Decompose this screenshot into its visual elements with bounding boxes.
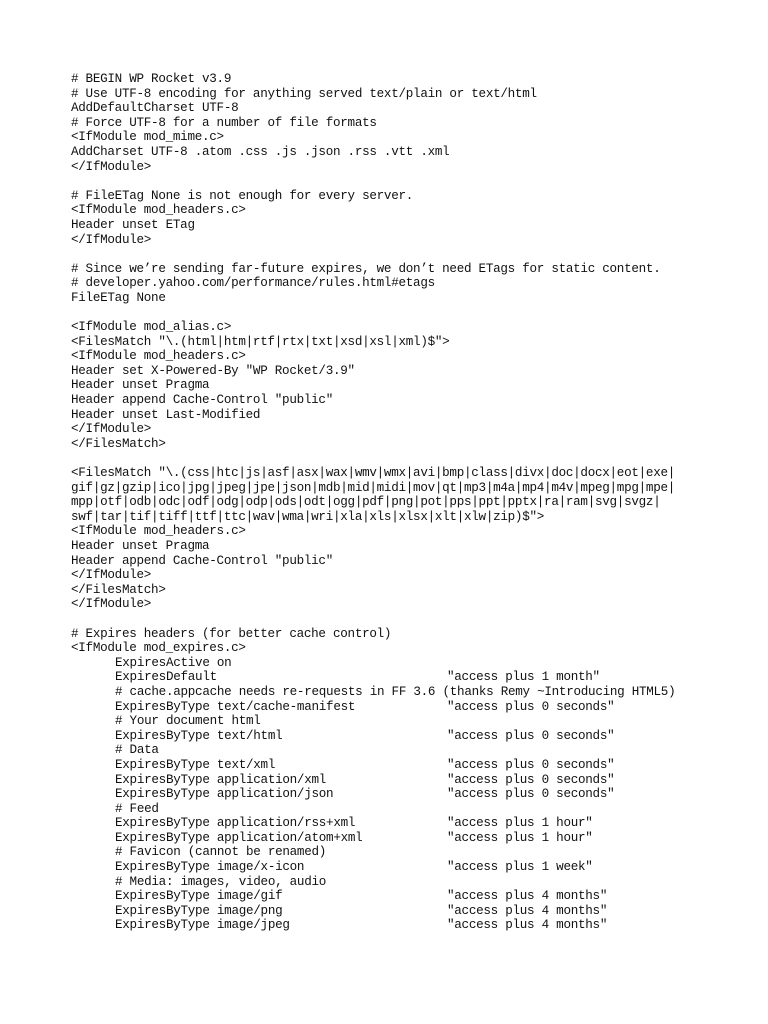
expires-line (71, 787, 761, 802)
code-line: Header append Cache-Control "public" (71, 553, 333, 568)
expires-line (71, 743, 761, 758)
expires-directive: # Data (115, 743, 159, 758)
expires-directive: ExpiresDefault (115, 670, 217, 685)
expires-directive: ExpiresByType application/xml (115, 772, 327, 787)
expires-value: "access plus 0 seconds" (447, 757, 615, 772)
code-line: <IfModule mod_alias.c> (71, 320, 232, 335)
code-line: AddCharset UTF-8 .atom .css .js .json .rss .vtt .xml (71, 144, 450, 159)
expires-directive: # Feed (115, 801, 159, 816)
expires-line (71, 714, 761, 729)
code-line: # developer.yahoo.com/performance/rules.html#etags (71, 276, 435, 291)
code-line: <IfModule mod_mime.c> (71, 130, 224, 145)
expires-directive: ExpiresByType text/cache-manifest (115, 699, 356, 714)
expires-directive: ExpiresByType application/atom+xml (115, 830, 363, 845)
expires-value: "access plus 0 seconds" (447, 728, 615, 743)
code-line: <FilesMatch "\.(html|htm|rtf|rtx|txt|xsd|xsl|xml)$"> (71, 334, 450, 349)
code-line: # Force UTF-8 for a number of file formats (71, 115, 377, 130)
expires-line (71, 860, 761, 875)
code-line: </IfModule> (71, 422, 152, 437)
config-block (71, 262, 761, 306)
expires-value: "access plus 4 months" (447, 889, 608, 904)
expires-value: "access plus 4 months" (447, 903, 608, 918)
expires-line (71, 816, 761, 831)
expires-directive: # cache.appcache needs re-requests in FF 3.6 (thanks Remy ~Introducing HTML5) (115, 684, 676, 699)
code-line: AddDefaultCharset UTF-8 (71, 101, 239, 116)
expires-value: "access plus 1 week" (447, 860, 593, 875)
expires-line (71, 845, 761, 860)
expires-line (71, 773, 761, 788)
code-line: </IfModule> (71, 232, 152, 247)
expires-directive: ExpiresByType image/gif (115, 889, 283, 904)
expires-value: "access plus 1 hour" (447, 816, 593, 831)
expires-directive: ExpiresByType image/jpeg (115, 918, 290, 933)
code-line: # Since we’re sending far-future expires, we don’t need ETags for static content. (71, 261, 661, 276)
expires-value: "access plus 1 hour" (447, 830, 593, 845)
expires-line (71, 670, 761, 685)
expires-line (71, 875, 761, 890)
expires-directive: ExpiresByType application/rss+xml (115, 816, 356, 831)
code-line: mpp|otf|odb|odc|odf|odg|odp|ods|odt|ogg|pdf|png|pot|pps|ppt|pptx|ra|ram|svg|svgz| (71, 495, 661, 510)
expires-comment: # Expires headers (for better cache control) (71, 626, 392, 641)
code-line: <FilesMatch "\.(css|htc|js|asf|asx|wax|wmv|wmx|avi|bmp|class|divx|doc|docx|eot|exe| (71, 466, 676, 481)
config-block (71, 72, 761, 174)
code-line: FileETag None (71, 290, 166, 305)
config-block (71, 189, 761, 247)
expires-value: "access plus 1 month" (447, 670, 600, 685)
code-line: </FilesMatch> (71, 436, 166, 451)
expires-line (71, 700, 761, 715)
code-line: </IfModule> (71, 568, 152, 583)
code-line: # Use UTF-8 encoding for anything served text/plain or text/html (71, 86, 537, 101)
expires-line (71, 918, 761, 933)
expires-line (71, 656, 761, 671)
code-line: Header unset Pragma (71, 539, 210, 553)
config-block (71, 320, 761, 451)
code-line: Header unset ETag (71, 217, 195, 232)
htaccess-document (71, 72, 761, 933)
expires-value: "access plus 0 seconds" (447, 787, 615, 802)
code-line: </FilesMatch> (71, 582, 166, 597)
expires-section (71, 627, 761, 933)
expires-directive: ExpiresByType image/x-icon (115, 860, 305, 875)
expires-line (71, 729, 761, 744)
code-line: Header unset Last-Modified (71, 407, 261, 422)
code-line: </IfModule> (71, 597, 152, 612)
expires-directive: # Favicon (cannot be renamed) (115, 845, 327, 860)
expires-line (71, 889, 761, 904)
expires-line (71, 802, 761, 817)
expires-directive: # Your document html (115, 714, 261, 729)
expires-directive: # Media: images, video, audio (115, 874, 327, 889)
code-line: Header set X-Powered-By "WP Rocket/3.9" (71, 363, 355, 378)
expires-value: "access plus 0 seconds" (447, 772, 615, 787)
expires-directive: ExpiresByType text/html (115, 728, 283, 743)
code-line: <IfModule mod_headers.c> (71, 524, 246, 539)
expires-value: "access plus 0 seconds" (447, 699, 615, 714)
expires-line (71, 904, 761, 919)
config-blocks (71, 72, 761, 612)
expires-open-tag: <IfModule mod_expires.c> (71, 641, 246, 656)
code-line: </IfModule> (71, 159, 152, 174)
code-line: # FileETag None is not enough for every server. (71, 188, 414, 203)
code-line: # BEGIN WP Rocket v3.9 (71, 72, 232, 86)
code-line: swf|tar|tif|tiff|ttf|ttc|wav|wma|wri|xla|xls|xlsx|xlt|xlw|zip)$"> (71, 509, 545, 524)
config-block (71, 466, 761, 612)
expires-rows (71, 656, 761, 933)
expires-line (71, 685, 761, 700)
expires-directive: ExpiresActive on (115, 655, 232, 670)
expires-line (71, 758, 761, 773)
expires-directive: ExpiresByType application/json (115, 787, 334, 802)
code-line: Header unset Pragma (71, 378, 210, 393)
expires-line (71, 831, 761, 846)
code-line: gif|gz|gzip|ico|jpg|jpeg|jpe|json|mdb|mid|midi|mov|qt|mp3|m4a|mp4|m4v|mpeg|mpg|mpe| (71, 480, 676, 495)
expires-value: "access plus 4 months" (447, 918, 608, 933)
code-line: <IfModule mod_headers.c> (71, 203, 246, 218)
expires-directive: ExpiresByType text/xml (115, 757, 276, 772)
code-line: <IfModule mod_headers.c> (71, 349, 246, 364)
expires-directive: ExpiresByType image/png (115, 903, 283, 918)
code-line: Header append Cache-Control "public" (71, 393, 333, 408)
